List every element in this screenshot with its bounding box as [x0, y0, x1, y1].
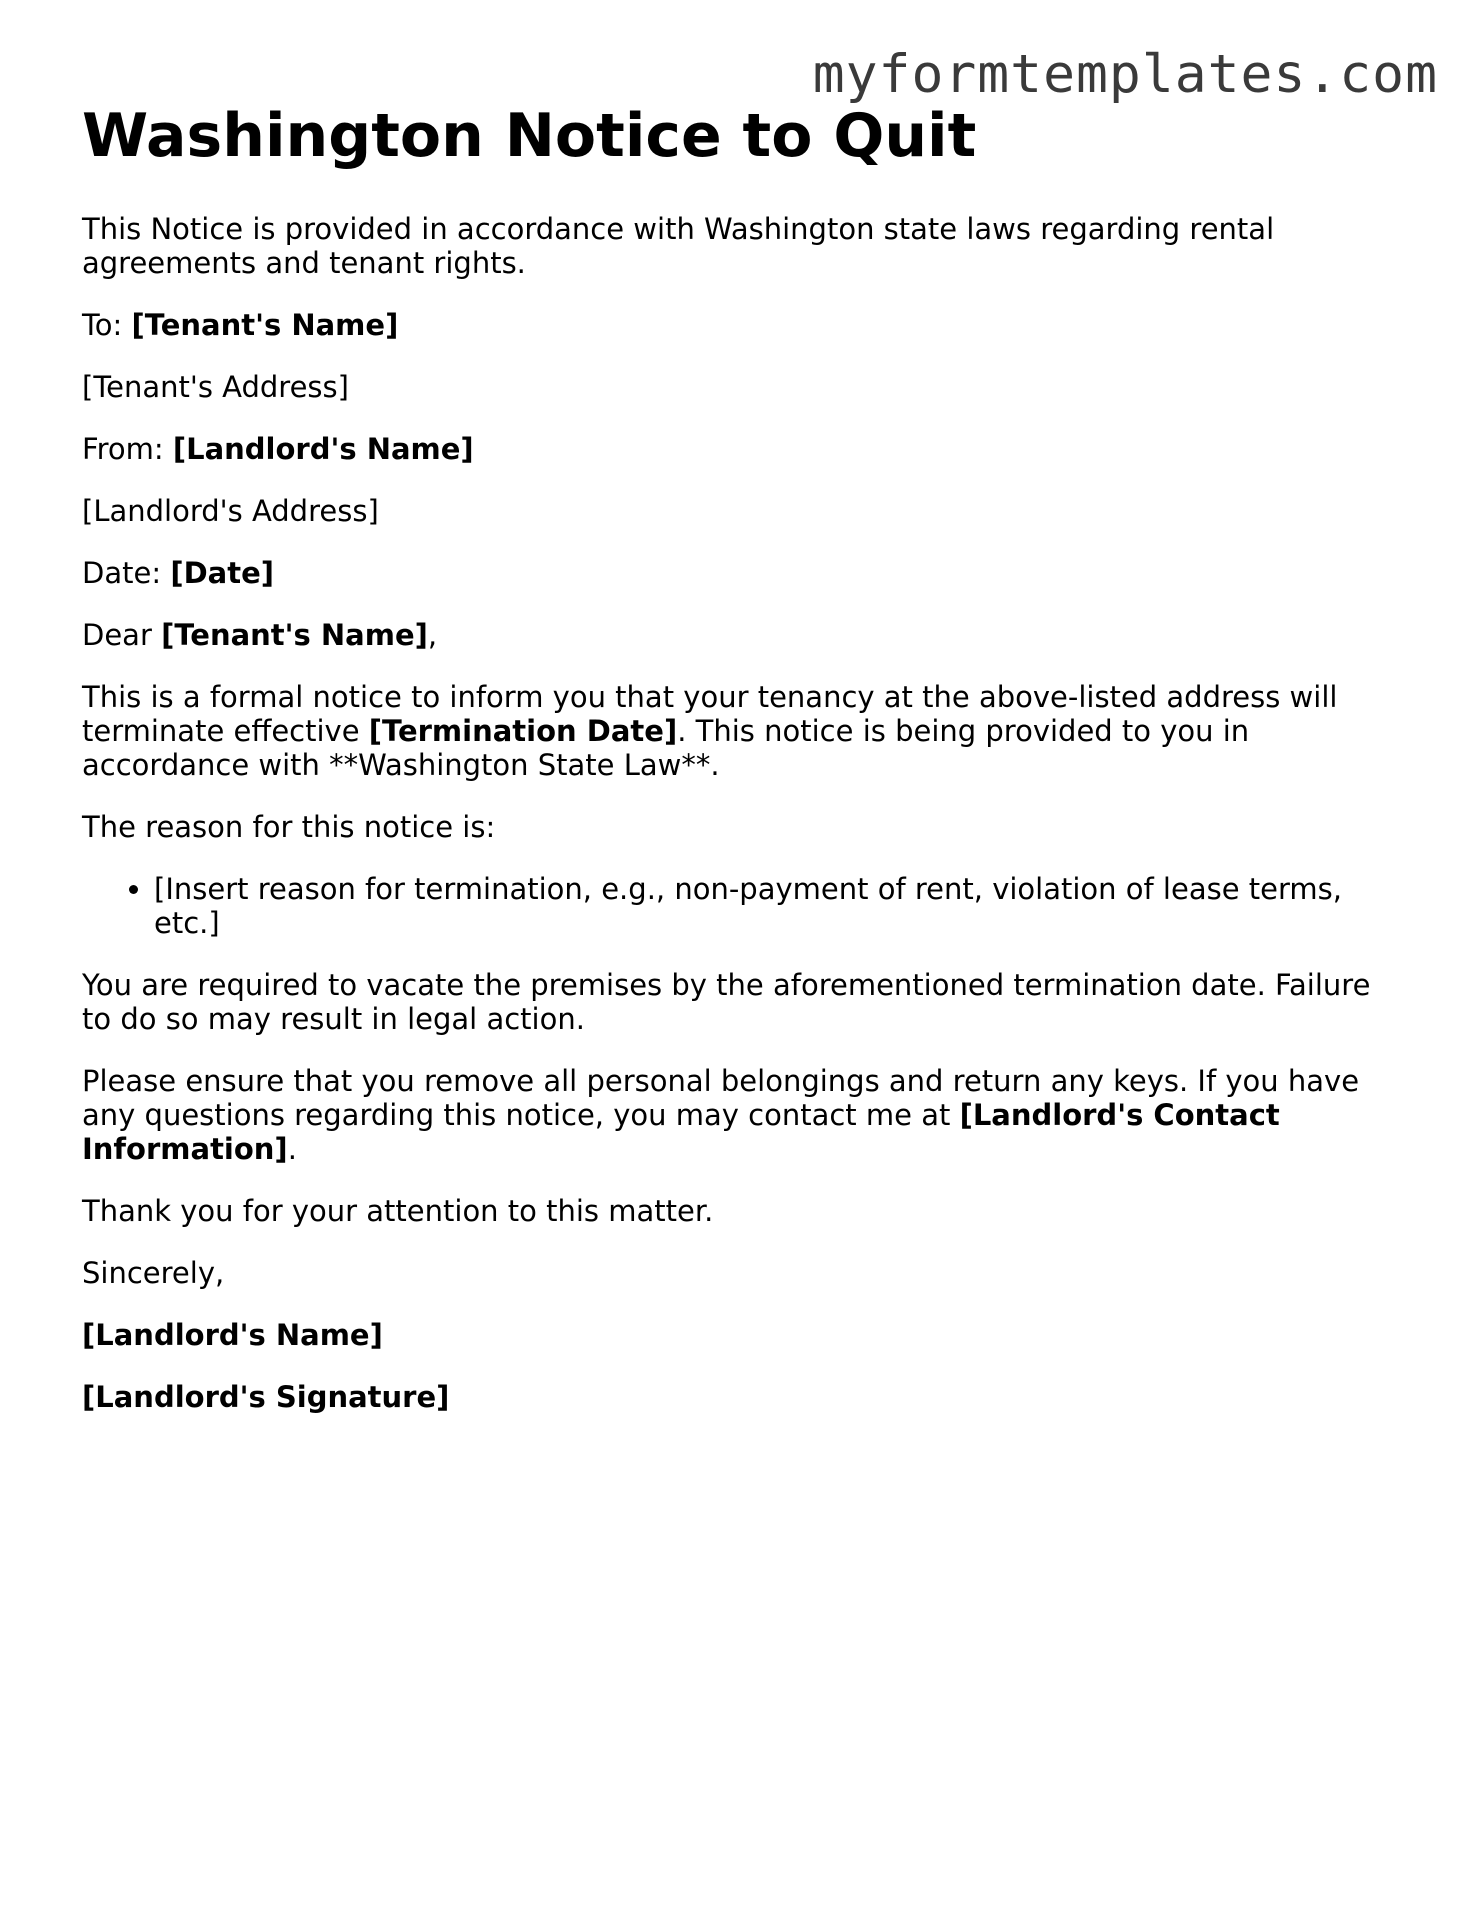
belongings-paragraph — [82, 1064, 1402, 1166]
notice-paragraph — [82, 680, 1402, 782]
to-line — [82, 308, 1402, 342]
site-watermark: myformtemplates.com — [812, 44, 1438, 105]
closing-line: Sincerely, — [82, 1256, 225, 1290]
signer-signature-placeholder: [Landlord's Signature] — [82, 1380, 450, 1414]
signer-name-placeholder: [Landlord's Name] — [82, 1318, 383, 1352]
tenant-name-placeholder: [Tenant's Name] — [131, 308, 399, 342]
salutation-prefix: Dear — [82, 618, 162, 652]
landlord-address-line: [Landlord's Address] — [82, 494, 379, 528]
notice-text-end: . This notice is being provided to you in accordance with **Washington State Law**. — [82, 714, 1250, 782]
termination-date-placeholder: [Termination Date] — [368, 714, 678, 748]
belongings-text-end: . — [287, 1132, 297, 1166]
reason-intro: The reason for this notice is: — [82, 810, 496, 844]
landlord-contact-placeholder: [Landlord's Contact Information] — [82, 1098, 1280, 1166]
from-label: From: — [82, 432, 173, 466]
thanks-line: Thank you for your attention to this matter. — [82, 1194, 714, 1228]
list-item: • [Insert reason for termination, e.g., non-payment of rent, violation of lease terms, etc.] — [154, 872, 1402, 940]
reason-list — [82, 872, 1402, 940]
from-line — [82, 432, 1402, 466]
belongings-text-start: Please ensure that you remove all personal belongings and return any keys. If you have any questions regarding this notice, you may contact me at — [82, 1064, 1360, 1132]
signer-signature-line — [82, 1380, 1402, 1414]
date-label: Date: — [82, 556, 171, 590]
intro-paragraph: This Notice is provided in accordance with Washington state laws regarding rental agreements and tenant rights. — [82, 212, 1275, 280]
tenant-address-line: [Tenant's Address] — [82, 370, 349, 404]
signer-name-line — [82, 1318, 1402, 1352]
page-title: Washington Notice to Quit — [82, 101, 977, 171]
salutation-line — [82, 618, 1402, 652]
document-page — [82, 100, 1402, 1442]
date-line — [82, 556, 1402, 590]
to-label: To: — [82, 308, 132, 342]
vacate-paragraph: You are required to vacate the premises by the aforementioned termination date. Failure to do so may result in legal action. — [82, 968, 1371, 1036]
date-placeholder: [Date] — [170, 556, 274, 590]
salutation-tenant-name: [Tenant's Name] — [161, 618, 428, 652]
landlord-name-placeholder: [Landlord's Name] — [172, 432, 474, 466]
salutation-suffix: , — [427, 618, 438, 652]
notice-text-start: This is a formal notice to inform you that your tenancy at the above-listed address will terminate effective — [82, 680, 1338, 748]
